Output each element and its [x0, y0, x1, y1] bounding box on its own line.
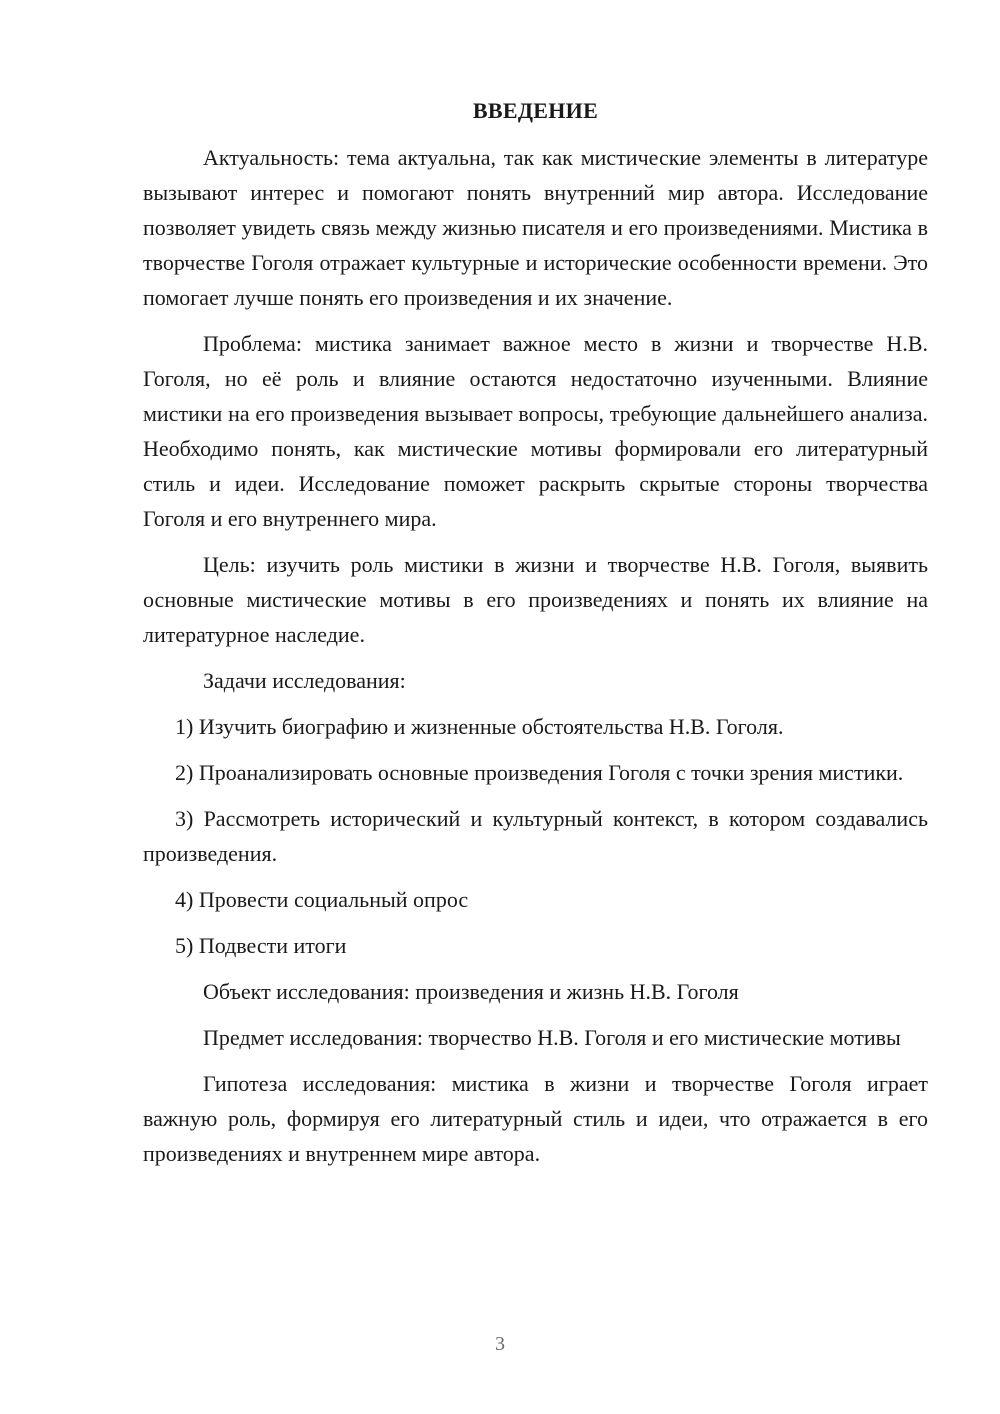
task-item: 4) Провести социальный опрос: [175, 887, 469, 912]
page-number: 3: [495, 1333, 505, 1355]
problem-paragraph: Проблема: мистика занимает важное место в жизни и творчестве Н.В. Гоголя, но её роль и влияние остаются недостаточно изученными. Влияние мистики на его произведения вызывает вопросы, требующие дальнейшего анализа. Необходимо понять, как мистические мотивы формировали его литературный стиль и идеи. Исследование поможет раскрыть скрытые стороны творчества Гоголя и его внутреннего мира.: [143, 331, 928, 531]
goal-paragraph: Цель: изучить роль мистики в жизни и творчестве Н.В. Гоголя, выявить основные мистические мотивы в его произведениях и понять их влияние на литературное наследие.: [143, 552, 928, 647]
task-item: 5) Подвести итоги: [175, 933, 347, 958]
task-item: 1) Изучить биографию и жизненные обстоятельства Н.В. Гоголя.: [175, 714, 784, 739]
subject-paragraph: Предмет исследования: творчество Н.В. Гоголя и его мистические мотивы: [203, 1025, 901, 1050]
object-paragraph: Объект исследования: произведения и жизнь Н.В. Гоголя: [203, 979, 739, 1004]
document-page: [143, 96, 928, 1182]
hypothesis-paragraph: Гипотеза исследования: мистика в жизни и творчестве Гоголя играет важную роль, формируя его литературный стиль и идеи, что отражается в его произведениях и внутреннем мире автора.: [143, 1071, 928, 1166]
section-heading: ВВЕДЕНИЕ: [472, 98, 599, 123]
task-item: 2) Проанализировать основные произведения Гоголя с точки зрения мистики.: [175, 760, 904, 785]
task-item: 3) Рассмотреть исторический и культурный контекст, в котором создавались произведения.: [143, 806, 928, 866]
relevance-paragraph: Актуальность: тема актуальна, так как мистические элементы в литературе вызывают интерес и помогают понять внутренний мир автора. Исследование позволяет увидеть связь между жизнью писателя и его произведениями. Мистика в творчестве Гоголя отражает культурные и исторические особенности времени. Это помогает лучше понять его произведения и их значение.: [143, 145, 928, 310]
tasks-title: Задачи исследования:: [203, 668, 406, 693]
